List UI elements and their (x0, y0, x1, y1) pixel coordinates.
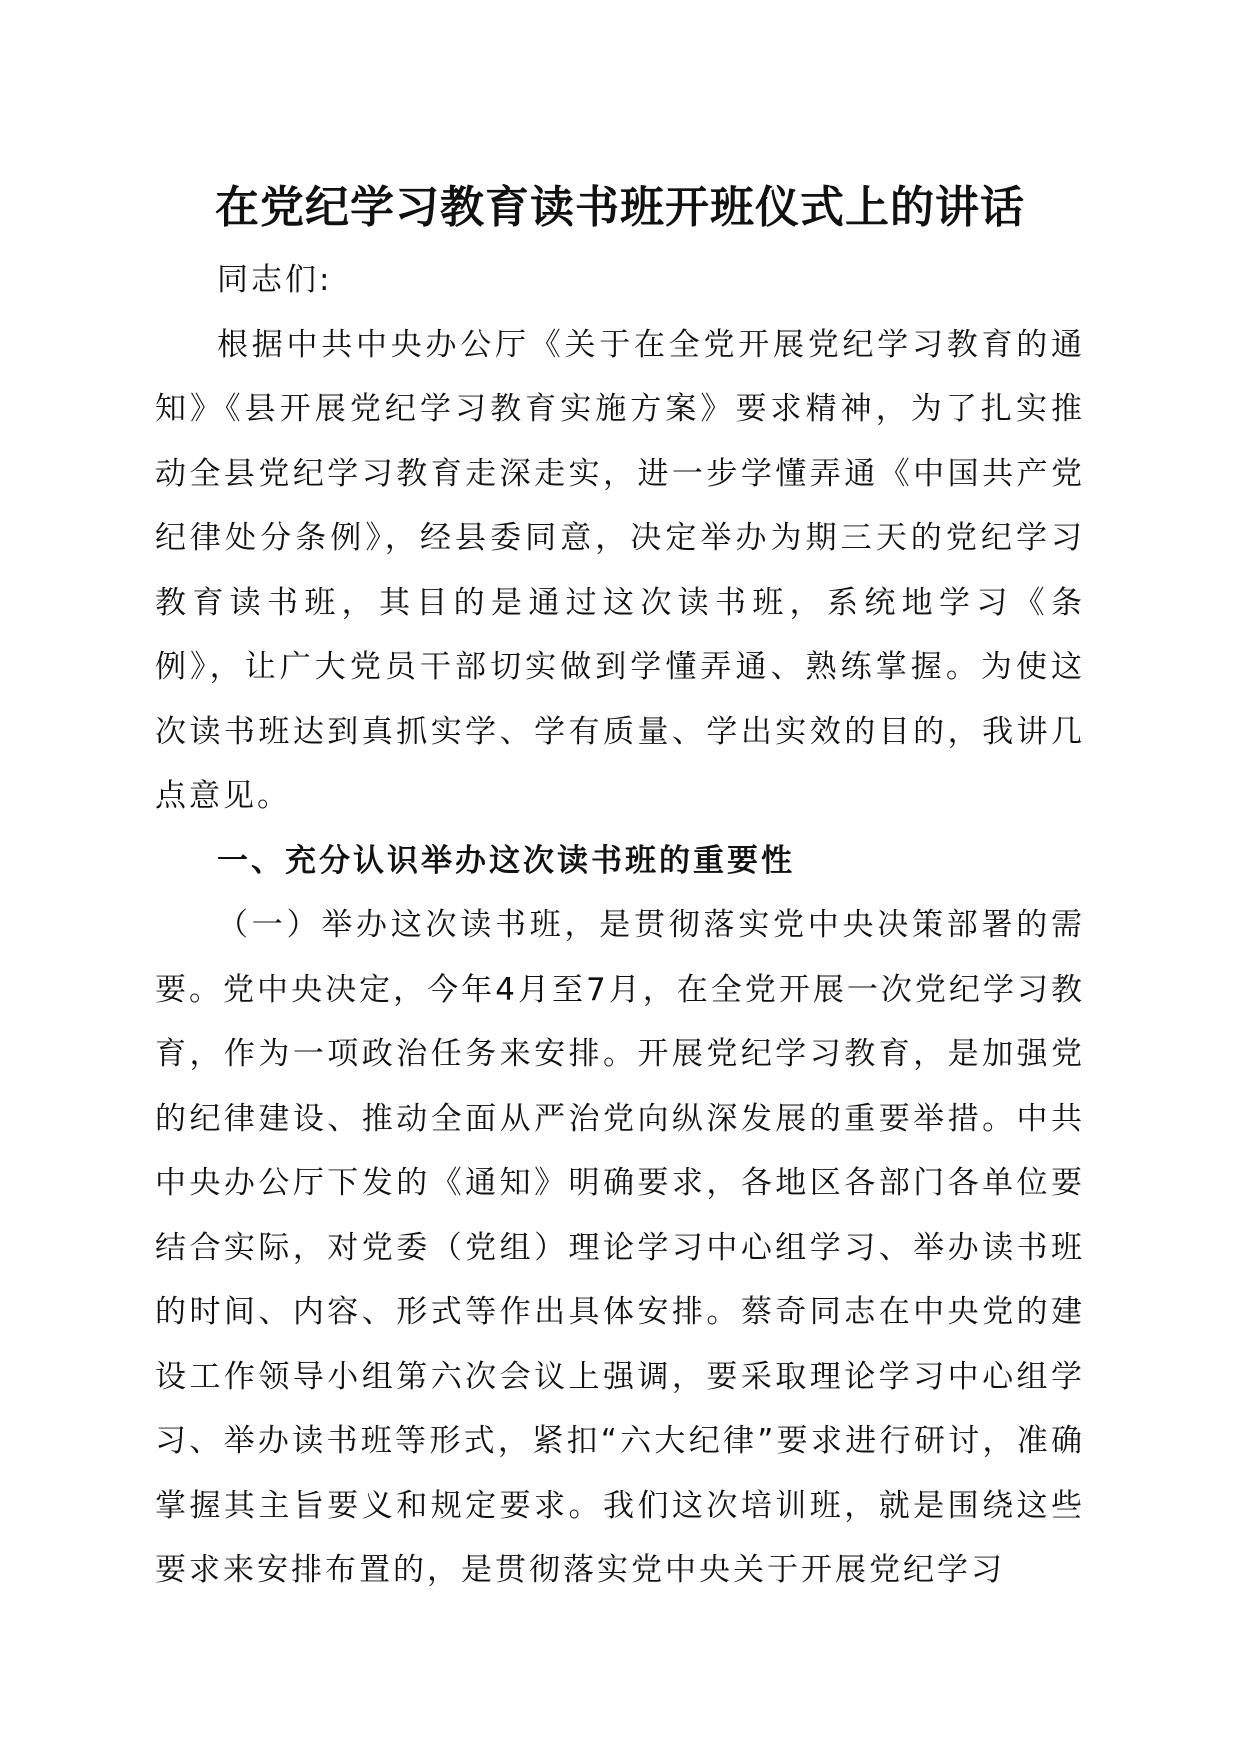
salutation: 同志们: (217, 262, 333, 298)
paragraph-intro: 根据中共中央办公厅《关于在全党开展党纪学习教育的通知》《县开展党纪学习教育实施方案》要求精神，为了扎实推动全县党纪学习教育走深走实，进一步学懂弄通《中国共产党纪律处分条例》，经县委同意，决定举办为期三天的党纪学习教育读书班，其目的是通过这次读书班，系统地学习《条例》，让广大党员干部切实做到学懂弄通、熟练掌握。为使这次读书班达到真抓实学、学有质量、学出实效的目的，我讲几点意见。 (155, 326, 1085, 814)
document-body (155, 248, 1085, 1603)
paragraph-subsection-1: （一）举办这次读书班，是贯彻落实党中央决策部署的需要。党中央决定，今年4月至7月，在全党开展一次党纪学习教育，作为一项政治任务来安排。开展党纪学习教育，是加强党的纪律建设、推动全面从严治党向纵深发展的重要举措。中共中央办公厅下发的《通知》明确要求，各地区各部门各单位要结合实际，对党委（党组）理论学习中心组学习、举办读书班的时间、内容、形式等作出具体安排。蔡奇同志在中央党的建设工作领导小组第六次会议上强调，要采取理论学习中心组学习、举办读书班等形式，紧扣“六大纪律”要求进行研讨，准确掌握其主旨要义和规定要求。我们这次培训班，就是围绕这些要求来安排布置的，是贯彻落实党中央关于开展党纪学习 (155, 907, 1085, 1588)
section-heading-1: 一、充分认识举办这次读书班的重要性 (217, 842, 795, 879)
document-title: 在党纪学习教育读书班开班仪式上的讲话 (215, 182, 1025, 233)
